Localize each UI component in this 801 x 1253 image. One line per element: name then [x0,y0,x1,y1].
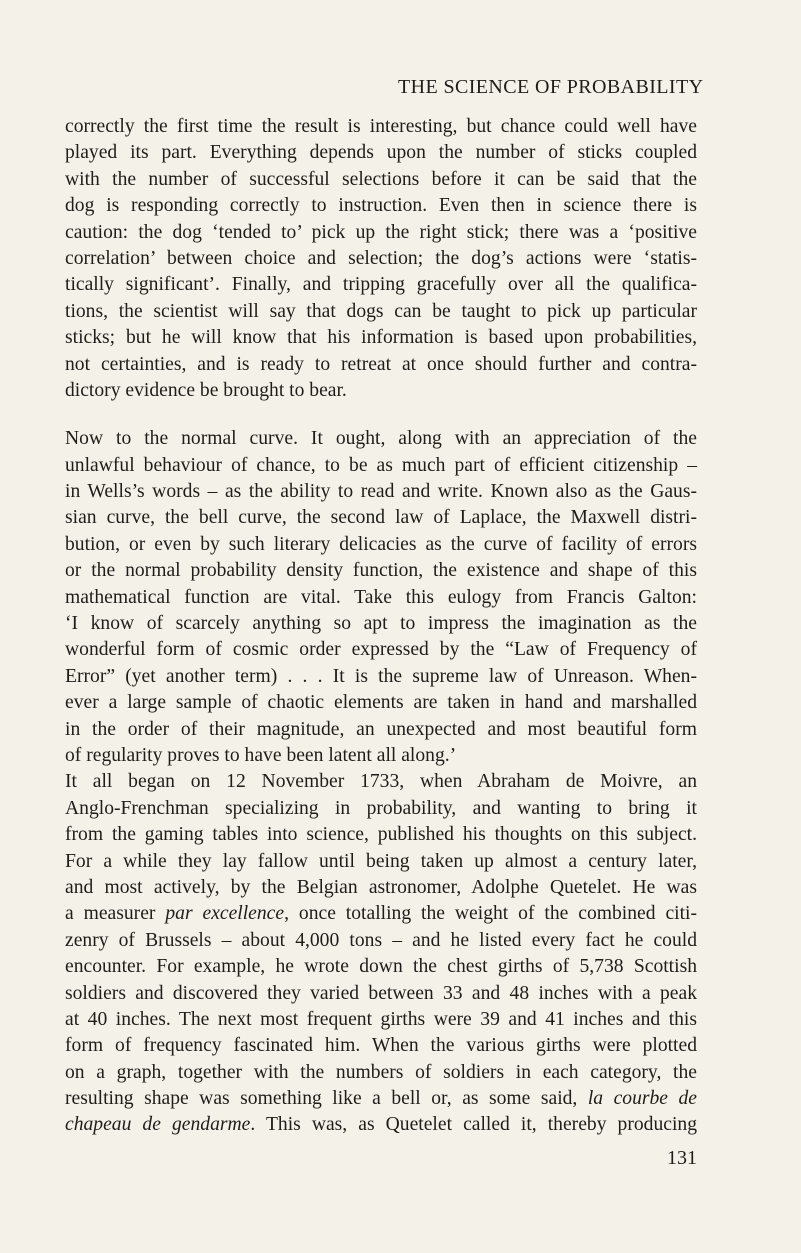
text-line: sticks; but he will know that his information is based upon probabilities, [65,327,697,349]
text-line: correlation’ between choice and selection; the dog’s actions were ‘statis- [65,247,697,269]
text-line: mathematical function are vital. Take this eulogy from Francis Galton: [65,586,697,608]
text-line: encounter. For example, he wrote down the chest girths of 5,738 Scottish [65,956,697,978]
body-text [65,114,697,1139]
italic-phrase: chapeau de gendarme [65,1114,251,1136]
running-head: THE SCIENCE OF PROBABILITY [398,76,704,98]
text-line: Error” (yet another term) . . . It is the supreme law of Unreason. When- [65,665,697,687]
text-line: and most actively, by the Belgian astronomer, Adolphe Quetelet. He was [65,876,697,898]
italic-phrase: la courbe de [587,1088,697,1110]
text-line: caution: the dog ‘tended to’ pick up the right stick; there was a ‘positive [65,221,697,243]
paragraph-1 [65,114,697,404]
text-line: with the number of successful selections before it can be said that the [65,168,697,190]
italic-phrase: par excellence [165,903,285,925]
text-line: or the normal probability density function, the existence and shape of this [65,560,697,582]
text-fragment: . This was, as Quetelet called it, thereby producing [250,1114,697,1136]
text-line: soldiers and discovered they varied between 33 and 48 inches with a peak [65,982,697,1004]
text-line: It all began on 12 November 1733, when Abraham de Moivre, an [65,771,697,793]
text-fragment: , once totalling the weight of the combined citi- [284,903,698,925]
text-line: tions, the scientist will say that dogs can be taught to pick up particular [65,300,697,322]
text-fragment: resulting shape was something like a bell or, as some said, [65,1088,588,1110]
paragraph-2 [65,426,697,769]
text-line: from the gaming tables into science, published his thoughts on this subject. [65,824,697,846]
text-line: of regularity proves to have been latent all along.’ [65,744,457,766]
paragraph-3 [65,769,697,1138]
text-line: For a while they lay fallow until being taken up almost a century later, [65,850,697,872]
text-line: zenry of Brussels – about 4,000 tons – and he listed every fact he could [65,929,697,951]
text-line: ‘I know of scarcely anything so apt to impress the imagination as the [65,613,697,635]
text-line: dog is responding correctly to instruction. Even then in science there is [65,195,697,217]
text-line: unlawful behaviour of chance, to be as much part of efficient citizenship – [65,454,697,476]
text-line: in the order of their magnitude, an unexpected and most beautiful form [65,718,697,740]
text-line [65,901,697,927]
text-line: dictory evidence be brought to bear. [65,379,347,401]
text-line: sian curve, the bell curve, the second law of Laplace, the Maxwell distri- [65,507,697,529]
text-line [65,1086,697,1112]
text-line: Anglo-Frenchman specializing in probability, and wanting to bring it [65,797,697,819]
section-break [65,404,697,426]
text-line: wonderful form of cosmic order expressed by the “Law of Frequency of [65,639,697,661]
page-number: 131 [667,1147,697,1169]
text-line: form of frequency fascinated him. When the various girths were plotted [65,1035,697,1057]
text-line: at 40 inches. The next most frequent girths were 39 and 41 inches and this [65,1008,697,1030]
text-line: correctly the first time the result is interesting, but chance could well have [65,116,697,137]
text-line: ever a large sample of chaotic elements are taken in hand and marshalled [65,692,697,714]
text-line: played its part. Everything depends upon the number of sticks coupled [65,142,697,164]
text-line: bution, or even by such literary delicacies as the curve of facility of errors [65,533,697,555]
text-line: in Wells’s words – as the ability to read and write. Known also as the Gaus- [65,481,697,503]
text-line: Now to the normal curve. It ought, along with an appreciation of the [65,428,697,450]
text-fragment: a measurer [65,903,166,925]
text-line [65,1112,697,1138]
text-line: tically significant’. Finally, and tripping gracefully over all the qualifica- [65,274,697,296]
text-line: not certainties, and is ready to retreat at once should further and contra- [65,353,697,375]
text-line: on a graph, together with the numbers of soldiers in each category, the [65,1061,697,1083]
